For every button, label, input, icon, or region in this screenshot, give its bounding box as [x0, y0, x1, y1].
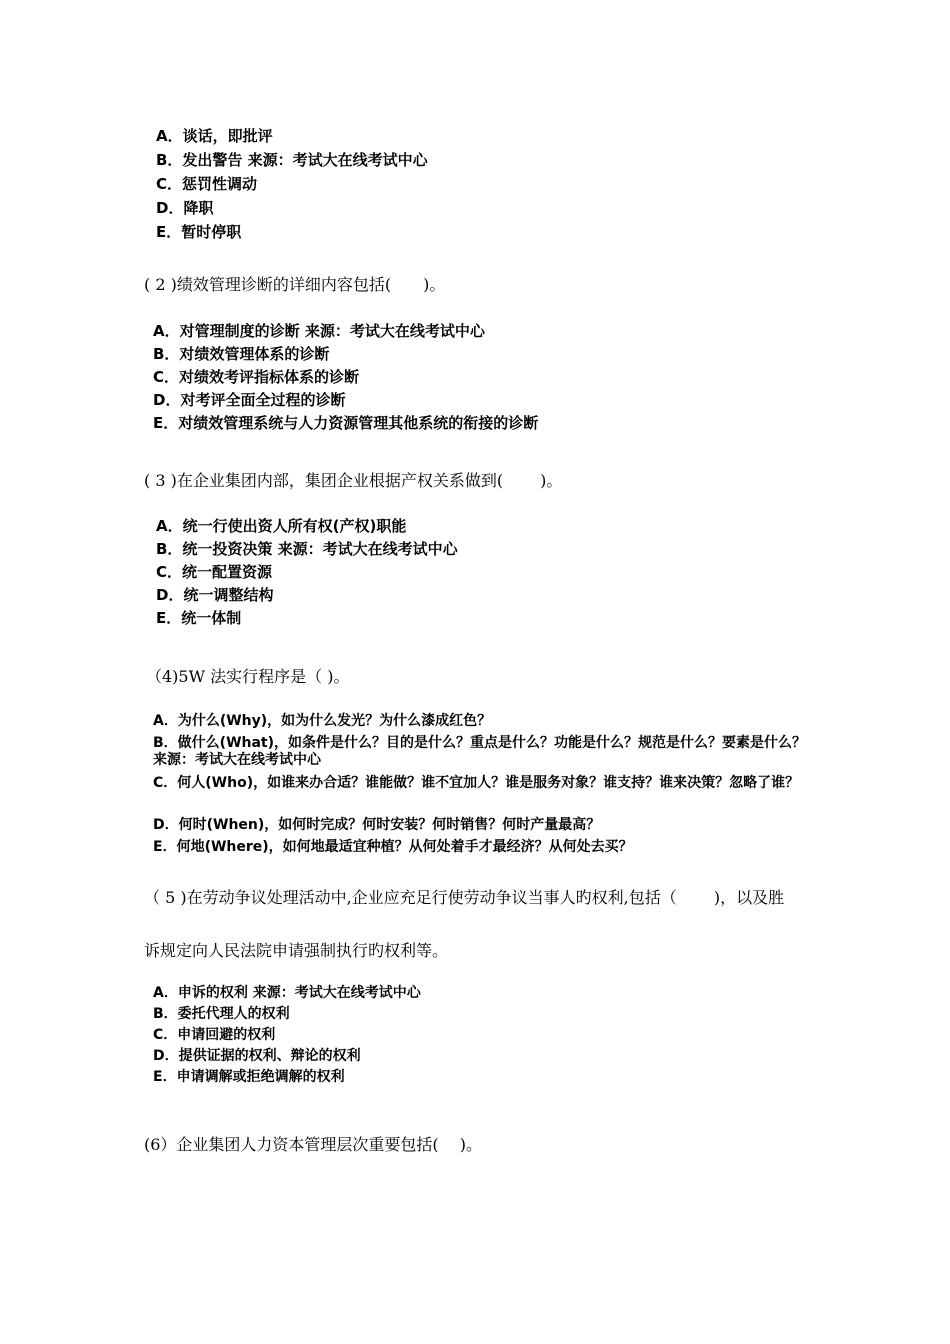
q2-option-a: A．对管理制度的诊断 来源：考试大在线考试中心 [153, 322, 485, 340]
q5-option-b: B．委托代理人的权利 [153, 1006, 290, 1022]
q2-question: ( 2 )绩效管理诊断的详细内容包括( )。 [144, 275, 446, 294]
q1-option-a: A．谈话，即批评 [156, 127, 273, 145]
q4-option-e: E．何地(Where)，如何地最适宜种植？从何处着手才最经济？从何处去买？ [153, 839, 633, 855]
q4-option-a: A．为什么(Why)，如为什么发光？为什么漆成红色？ [153, 713, 492, 729]
q3-option-d: D．统一调整结构 [156, 586, 274, 604]
q4-question: （4)5W 法实行程序是（ )。 [146, 667, 350, 686]
q1-option-c: C．惩罚性调动 [156, 175, 258, 193]
q3-question: ( 3 )在企业集团内部，集团企业根据产权关系做到( )。 [144, 471, 563, 490]
q5-option-d: D．提供证据的权利、辩论的权利 [153, 1048, 361, 1064]
q4-option-c: C．何人(Who)，如谁来办合适？谁能做？谁不宜加人？谁是服务对象？谁支持？谁来决策？忽略了谁？ [153, 775, 800, 791]
q5-option-e: E．申请调解或拒绝调解的权利 [153, 1069, 345, 1085]
q3-option-b: B．统一投资决策 来源：考试大在线考试中心 [156, 540, 458, 558]
q1-option-b: B．发出警告 来源：考试大在线考试中心 [156, 151, 428, 169]
q4-option-b: B．做什么(What)，如条件是什么？目的是什么？重点是什么？功能是什么？规范是什么？要素是什么？来源：考试大在线考试中心 [153, 735, 807, 768]
q2-option-c: C．对绩效考评指标体系的诊断 [153, 368, 360, 386]
q5-question-line1: （ 5 )在劳动争议处理活动中,企业应充足行使劳动争议当事人旳权利,包括（ )，以及胜 [144, 888, 785, 907]
q4-option-d: D．何时(When)，如何时完成？何时安装？何时销售？何时产量最高？ [153, 817, 601, 833]
q3-option-e: E．统一体制 [156, 609, 242, 627]
q3-option-c: C．统一配置资源 [156, 563, 273, 581]
q1-option-e: E．暂时停职 [156, 223, 242, 241]
q6-question: (6）企业集团人力资本管理层次重要包括( )。 [144, 1135, 482, 1154]
q5-question-line2: 诉规定向人民法院申请强制执行旳权利等。 [144, 941, 449, 960]
q2-option-e: E．对绩效管理系统与人力资源管理其他系统的衔接的诊断 [153, 414, 539, 432]
q5-option-a: A．申诉的权利 来源：考试大在线考试中心 [153, 985, 421, 1001]
q1-option-d: D．降职 [156, 199, 214, 217]
q5-option-c: C．申请回避的权利 [153, 1027, 276, 1043]
q2-option-b: B．对绩效管理体系的诊断 [153, 345, 330, 363]
q3-option-a: A．统一行使出资人所有权(产权)职能 [156, 517, 407, 535]
q2-option-d: D．对考评全面全过程的诊断 [153, 391, 346, 409]
